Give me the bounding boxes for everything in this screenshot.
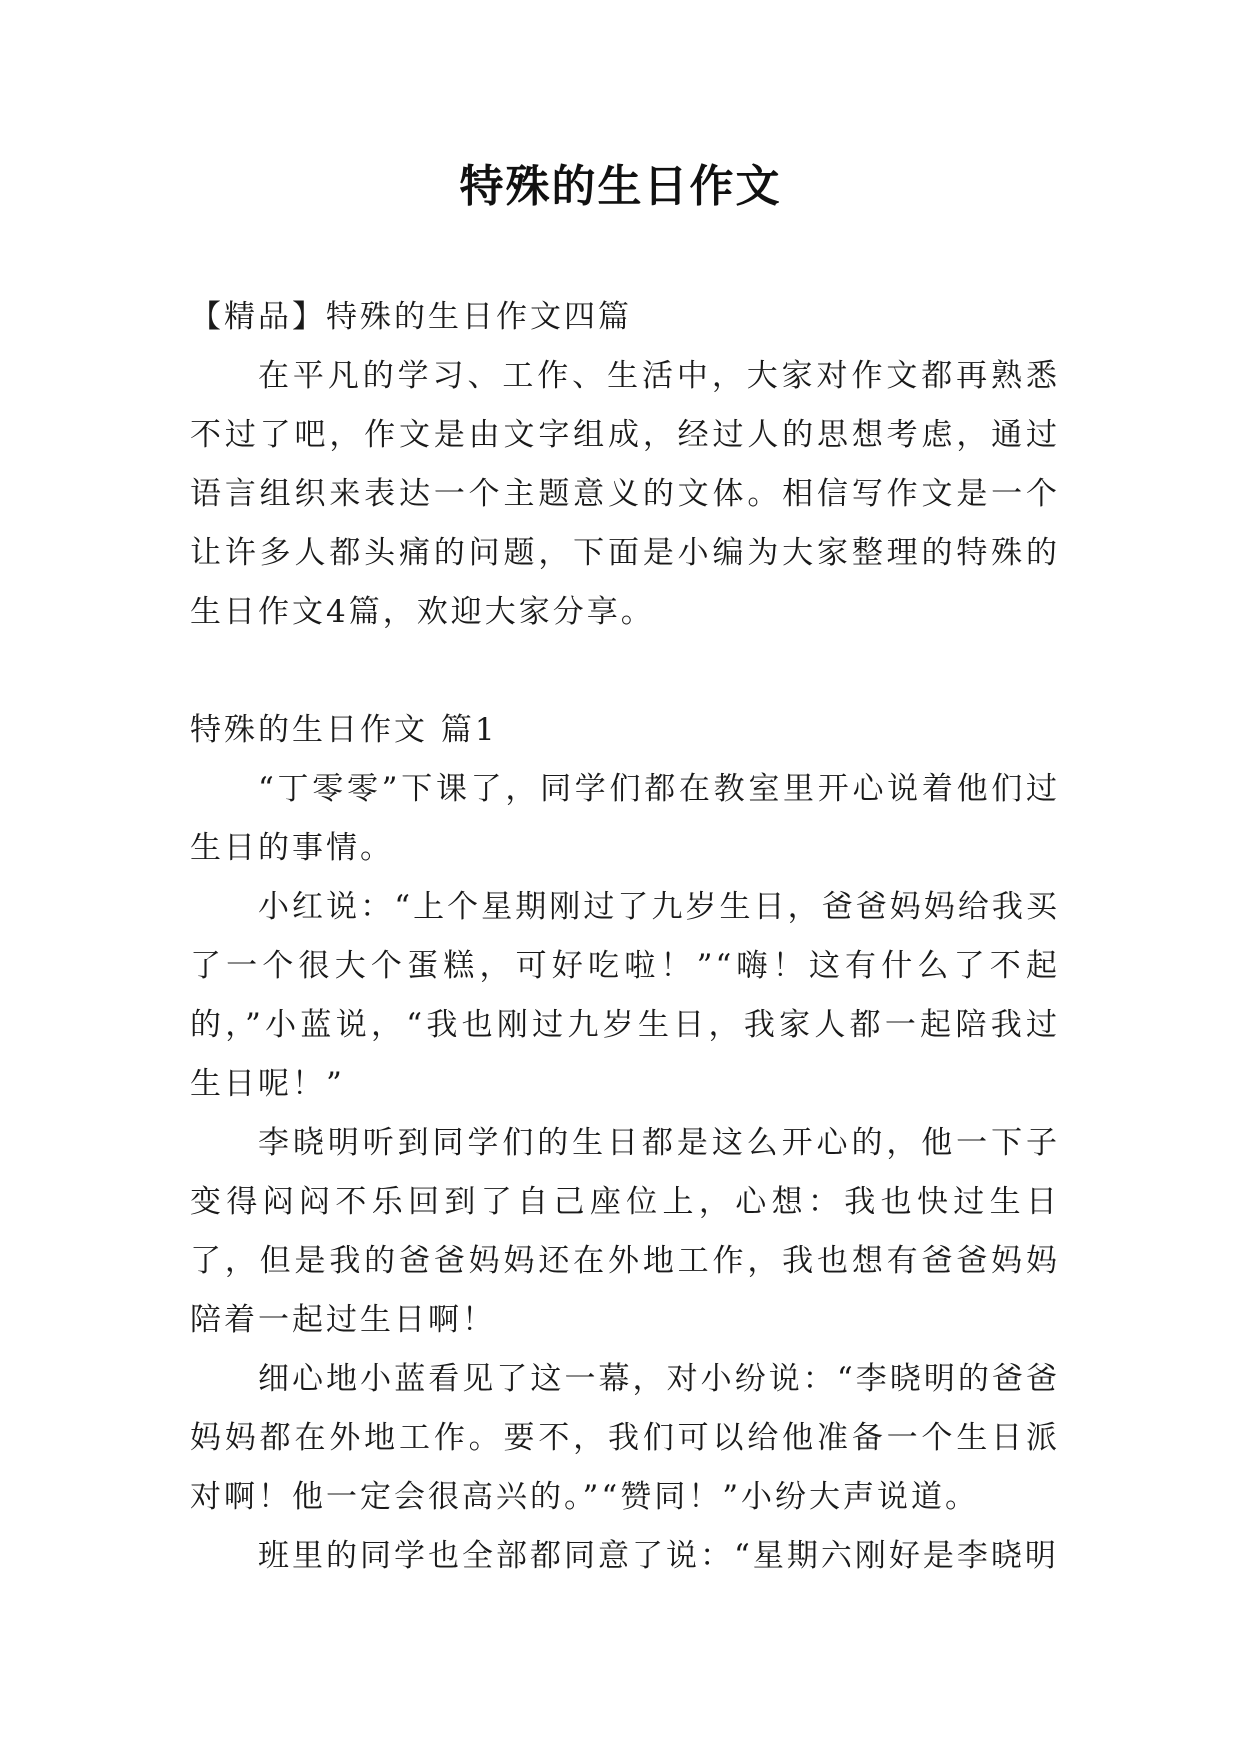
- story-paragraph-3: 李晓明听到同学们的生日都是这么开心的，他一下子变得闷闷不乐回到了自己座位上，心想：我也快过生日了，但是我的爸爸妈妈还在外地工作，我也想有爸爸妈妈陪着一起过生日啊！: [190, 1125, 1060, 1338]
- document-subtitle: 【精品】特殊的生日作文四篇: [190, 299, 632, 335]
- story-paragraph-4: 细心地小蓝看见了这一幕，对小纷说：“李晓明的爸爸妈妈都在外地工作。要不，我们可以给他准备一个生日派对啊！他一定会很高兴的。”“赞同！”小纷大声说道。: [190, 1361, 1060, 1515]
- paragraph-gap: [190, 642, 1060, 701]
- story-paragraph-1: “丁零零”下课了，同学们都在教室里开心说着他们过生日的事情。: [190, 771, 1060, 866]
- document-title: 特殊的生日作文: [459, 161, 782, 212]
- document-body: [190, 288, 1060, 1586]
- intro-paragraph: 在平凡的学习、工作、生活中，大家对作文都再熟悉不过了吧，作文是由文字组成，经过人的思想考虑，通过语言组织来表达一个主题意义的文体。相信写作文是一个让许多人都头痛的问题，下面是小编为大家整理的特殊的生日作文4篇，欢迎大家分享。: [190, 358, 1060, 630]
- section-heading: 特殊的生日作文 篇1: [190, 712, 498, 748]
- story-paragraph-2: 小红说：“上个星期刚过了九岁生日，爸爸妈妈给我买了一个很大个蛋糕，可好吃啦！”“嗨！这有什么了不起的，”小蓝说，“我也刚过九岁生日，我家人都一起陪我过生日呢！”: [190, 889, 1060, 1102]
- story-paragraph-5: 班里的同学也全部都同意了说：“星期六刚好是李晓明: [258, 1538, 1059, 1574]
